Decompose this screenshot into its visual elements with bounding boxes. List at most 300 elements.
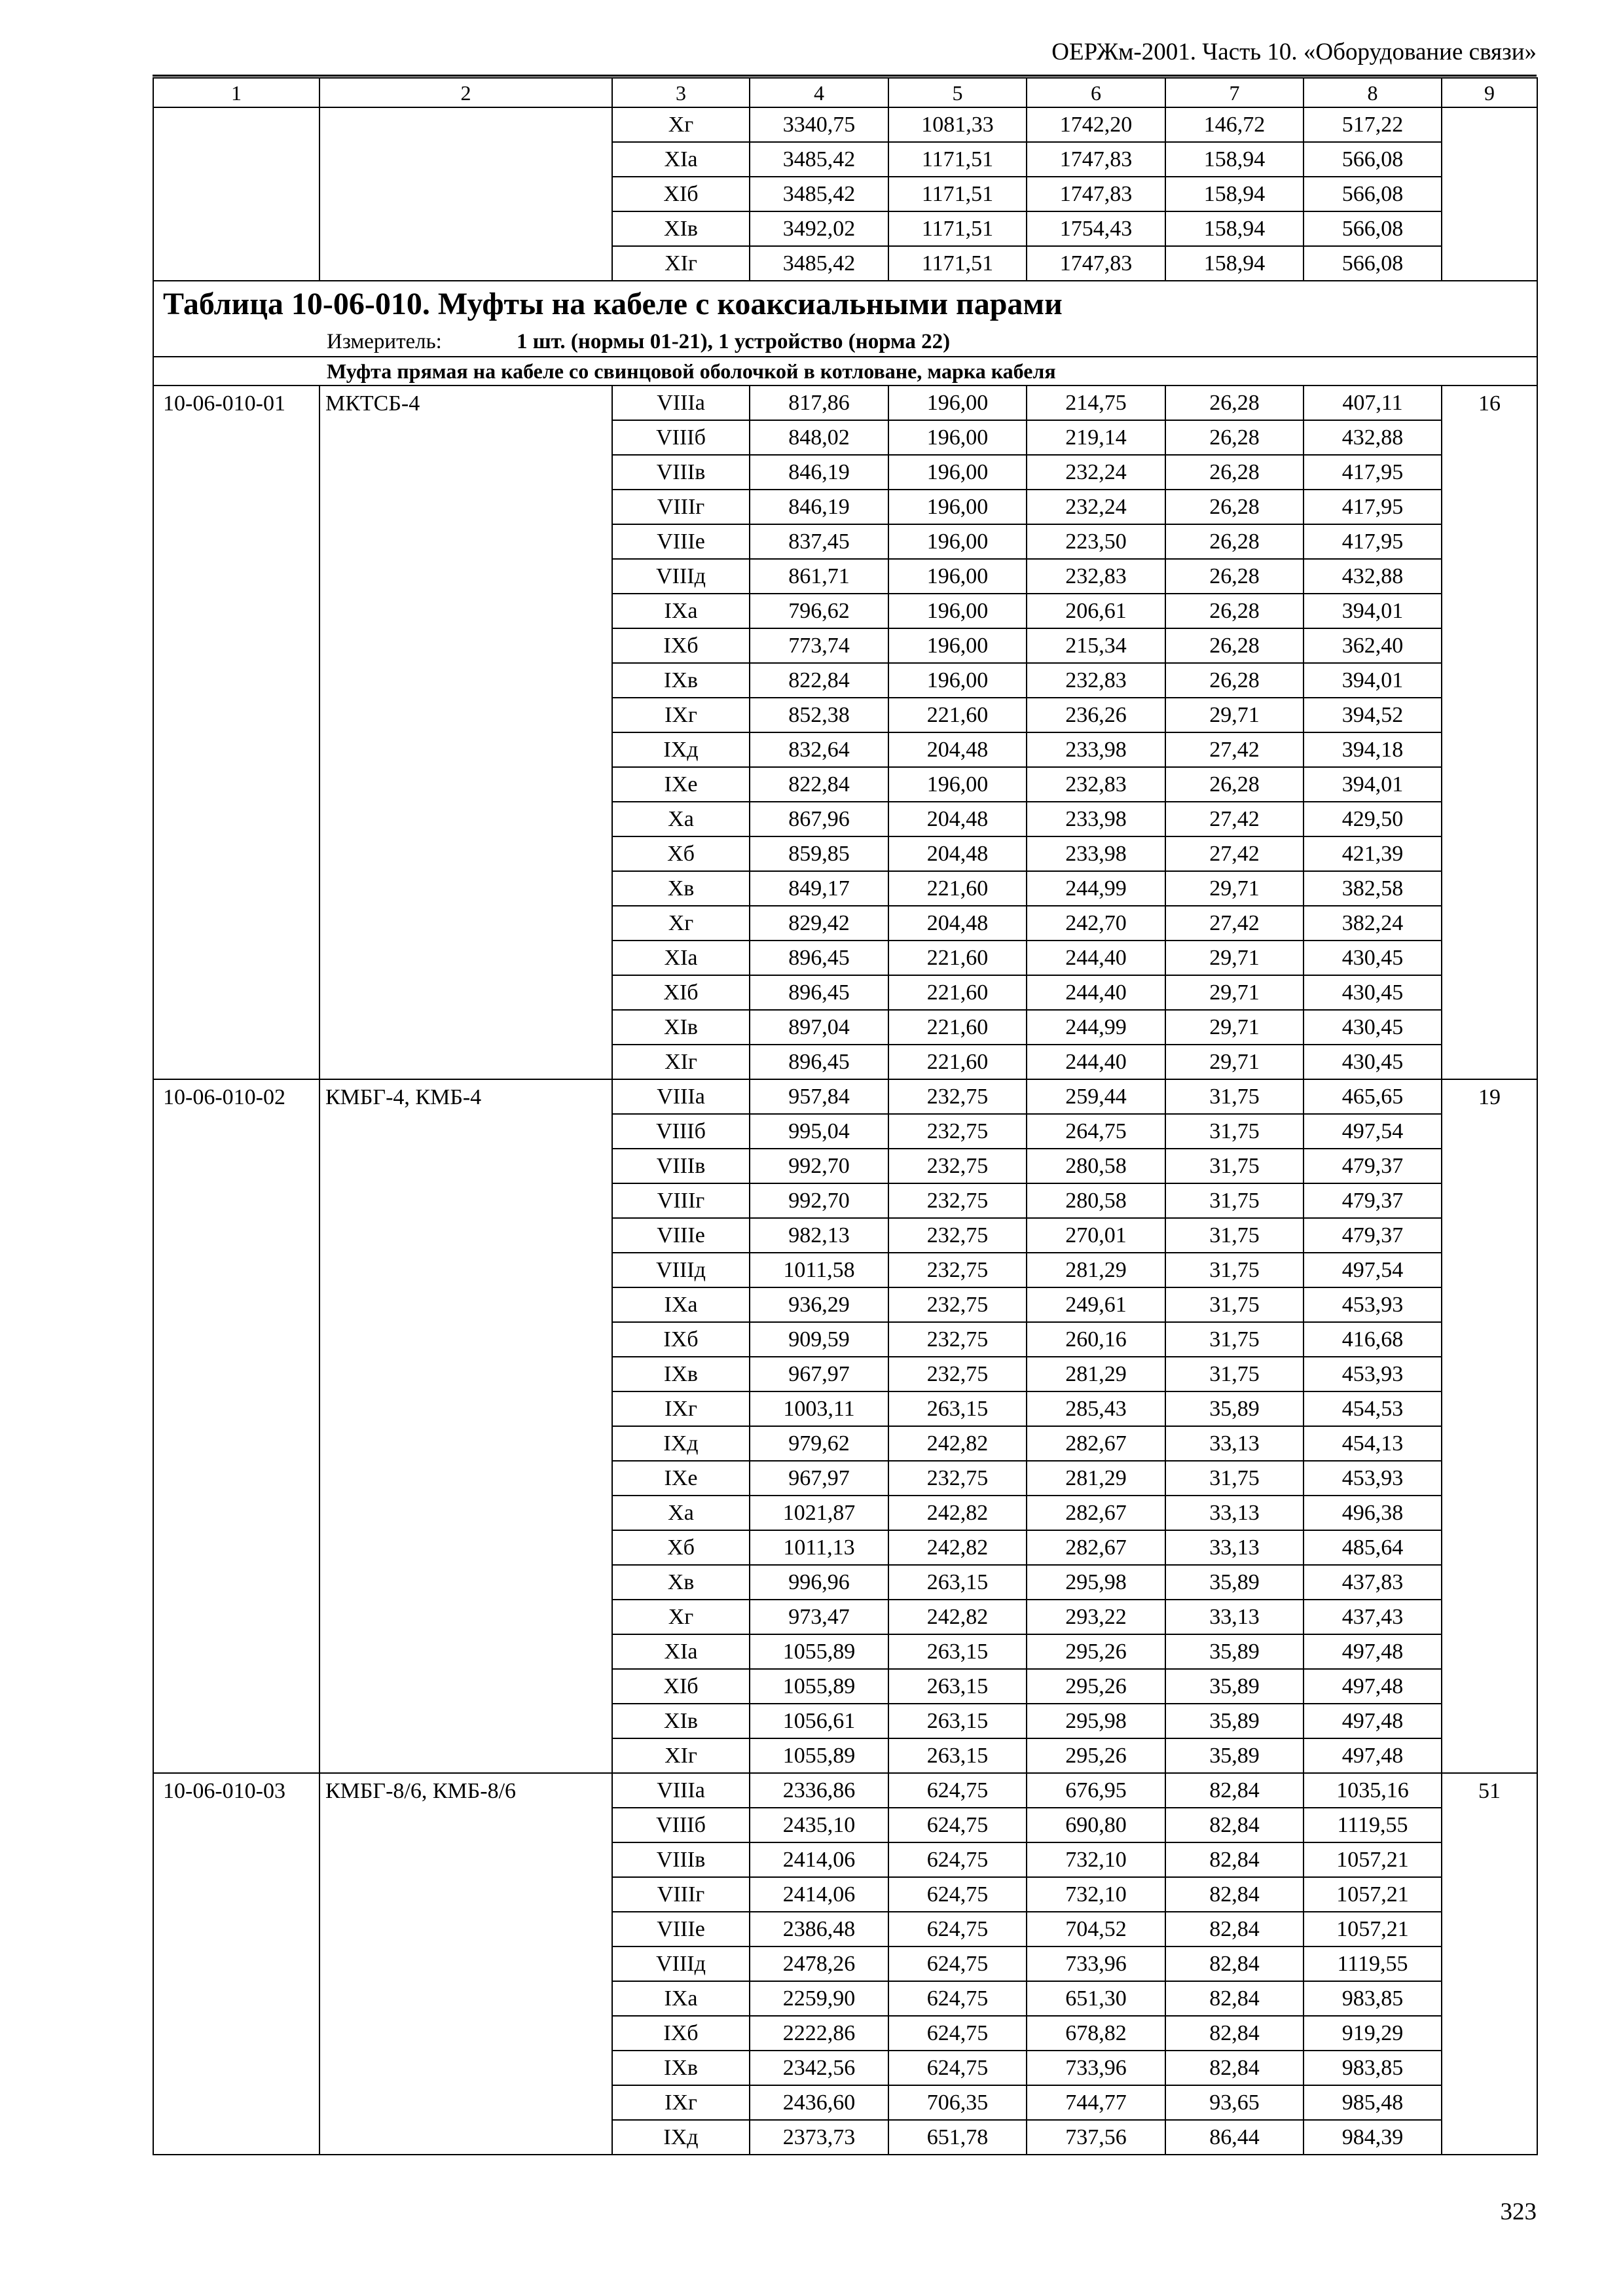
condition-cell: VIIIе bbox=[612, 1912, 750, 1946]
condition-cell: VIIIг bbox=[612, 1877, 750, 1912]
machines-cell: 295,98 bbox=[1027, 1704, 1165, 1738]
machines-cell: 295,26 bbox=[1027, 1634, 1165, 1669]
resource-cell: 19 bbox=[1442, 1079, 1537, 1773]
materials-cell: 1119,55 bbox=[1304, 1946, 1442, 1981]
machinist-wages-cell: 29,71 bbox=[1165, 1010, 1304, 1045]
total-cell: 846,19 bbox=[750, 455, 888, 490]
total-cell: 829,42 bbox=[750, 906, 888, 941]
machinist-wages-cell: 158,94 bbox=[1165, 211, 1304, 246]
rates-table bbox=[153, 77, 1538, 2155]
machines-cell: 733,96 bbox=[1027, 2051, 1165, 2085]
materials-cell: 479,37 bbox=[1304, 1149, 1442, 1183]
materials-cell: 983,85 bbox=[1304, 2051, 1442, 2085]
machines-cell: 232,83 bbox=[1027, 559, 1165, 594]
total-cell: 837,45 bbox=[750, 524, 888, 559]
column-number-row bbox=[153, 78, 1537, 107]
machines-cell: 281,29 bbox=[1027, 1357, 1165, 1391]
machines-cell: 704,52 bbox=[1027, 1912, 1165, 1946]
total-cell: 822,84 bbox=[750, 663, 888, 698]
materials-cell: 430,45 bbox=[1304, 1010, 1442, 1045]
column-number: 6 bbox=[1027, 78, 1165, 107]
wages-cell: 232,75 bbox=[888, 1461, 1027, 1496]
wages-cell: 624,75 bbox=[888, 1808, 1027, 1842]
condition-cell: XIв bbox=[612, 1010, 750, 1045]
wages-cell: 196,00 bbox=[888, 663, 1027, 698]
total-cell: 3485,42 bbox=[750, 142, 888, 177]
machines-cell: 219,14 bbox=[1027, 420, 1165, 455]
wages-cell: 624,75 bbox=[888, 2016, 1027, 2051]
condition-cell: VIIIд bbox=[612, 1253, 750, 1287]
machines-cell: 295,26 bbox=[1027, 1738, 1165, 1773]
column-number: 5 bbox=[888, 78, 1027, 107]
materials-cell: 394,52 bbox=[1304, 698, 1442, 732]
total-cell: 992,70 bbox=[750, 1149, 888, 1183]
machinist-wages-cell: 27,42 bbox=[1165, 802, 1304, 836]
condition-cell: XIа bbox=[612, 142, 750, 177]
machines-cell: 1747,83 bbox=[1027, 142, 1165, 177]
wages-cell: 221,60 bbox=[888, 698, 1027, 732]
total-cell: 992,70 bbox=[750, 1183, 888, 1218]
total-cell: 861,71 bbox=[750, 559, 888, 594]
wages-cell: 242,82 bbox=[888, 1426, 1027, 1461]
wages-cell: 196,00 bbox=[888, 490, 1027, 524]
machinist-wages-cell: 86,44 bbox=[1165, 2120, 1304, 2155]
condition-cell: IXд bbox=[612, 732, 750, 767]
materials-cell: 453,93 bbox=[1304, 1287, 1442, 1322]
condition-cell: VIIIв bbox=[612, 1149, 750, 1183]
wages-cell: 1171,51 bbox=[888, 246, 1027, 281]
total-cell: 967,97 bbox=[750, 1461, 888, 1496]
materials-cell: 437,43 bbox=[1304, 1600, 1442, 1634]
wages-cell: 196,00 bbox=[888, 594, 1027, 628]
wages-cell: 204,48 bbox=[888, 732, 1027, 767]
machines-cell: 282,67 bbox=[1027, 1426, 1165, 1461]
total-cell: 2373,73 bbox=[750, 2120, 888, 2155]
materials-cell: 394,01 bbox=[1304, 767, 1442, 802]
wages-cell: 196,00 bbox=[888, 628, 1027, 663]
condition-cell: Xв bbox=[612, 1565, 750, 1600]
wages-cell: 263,15 bbox=[888, 1738, 1027, 1773]
total-cell: 896,45 bbox=[750, 1045, 888, 1079]
table-row bbox=[153, 1079, 1537, 1114]
materials-cell: 432,88 bbox=[1304, 420, 1442, 455]
subheading-row bbox=[153, 357, 1537, 386]
machinist-wages-cell: 31,75 bbox=[1165, 1253, 1304, 1287]
wages-cell: 196,00 bbox=[888, 420, 1027, 455]
machines-cell: 732,10 bbox=[1027, 1842, 1165, 1877]
machinist-wages-cell: 33,13 bbox=[1165, 1426, 1304, 1461]
materials-cell: 497,48 bbox=[1304, 1704, 1442, 1738]
materials-cell: 394,18 bbox=[1304, 732, 1442, 767]
total-cell: 3485,42 bbox=[750, 177, 888, 211]
wages-cell: 221,60 bbox=[888, 975, 1027, 1010]
wages-cell: 204,48 bbox=[888, 802, 1027, 836]
machines-cell: 281,29 bbox=[1027, 1253, 1165, 1287]
machinist-wages-cell: 158,94 bbox=[1165, 142, 1304, 177]
total-cell: 817,86 bbox=[750, 386, 888, 420]
machines-cell: 651,30 bbox=[1027, 1981, 1165, 2016]
machines-cell: 733,96 bbox=[1027, 1946, 1165, 1981]
materials-cell: 437,83 bbox=[1304, 1565, 1442, 1600]
materials-cell: 417,95 bbox=[1304, 455, 1442, 490]
total-cell: 897,04 bbox=[750, 1010, 888, 1045]
materials-cell: 485,64 bbox=[1304, 1530, 1442, 1565]
machinist-wages-cell: 158,94 bbox=[1165, 177, 1304, 211]
column-number: 9 bbox=[1442, 78, 1537, 107]
wages-cell: 232,75 bbox=[888, 1079, 1027, 1114]
machines-cell: 232,24 bbox=[1027, 490, 1165, 524]
meter-label: Измеритель: bbox=[327, 329, 442, 353]
wages-cell: 196,00 bbox=[888, 455, 1027, 490]
machines-cell: 285,43 bbox=[1027, 1391, 1165, 1426]
wages-cell: 651,78 bbox=[888, 2120, 1027, 2155]
materials-cell: 1035,16 bbox=[1304, 1773, 1442, 1808]
machinist-wages-cell: 26,28 bbox=[1165, 559, 1304, 594]
total-cell: 967,97 bbox=[750, 1357, 888, 1391]
machinist-wages-cell: 31,75 bbox=[1165, 1322, 1304, 1357]
machinist-wages-cell: 35,89 bbox=[1165, 1738, 1304, 1773]
condition-cell: XIв bbox=[612, 1704, 750, 1738]
total-cell: 2435,10 bbox=[750, 1808, 888, 1842]
total-cell: 2436,60 bbox=[750, 2085, 888, 2120]
condition-cell: IXб bbox=[612, 1322, 750, 1357]
total-cell: 995,04 bbox=[750, 1114, 888, 1149]
materials-cell: 566,08 bbox=[1304, 177, 1442, 211]
materials-cell: 394,01 bbox=[1304, 594, 1442, 628]
condition-cell: XIг bbox=[612, 246, 750, 281]
norm-code: 10-06-010-03 bbox=[153, 1773, 319, 2155]
wages-cell: 221,60 bbox=[888, 1010, 1027, 1045]
condition-cell: Xв bbox=[612, 871, 750, 906]
materials-cell: 454,53 bbox=[1304, 1391, 1442, 1426]
wages-cell: 196,00 bbox=[888, 524, 1027, 559]
machines-cell: 232,83 bbox=[1027, 767, 1165, 802]
materials-cell: 566,08 bbox=[1304, 142, 1442, 177]
total-cell: 2478,26 bbox=[750, 1946, 888, 1981]
materials-cell: 417,95 bbox=[1304, 490, 1442, 524]
condition-cell: IXв bbox=[612, 1357, 750, 1391]
total-cell: 2336,86 bbox=[750, 1773, 888, 1808]
total-cell: 1021,87 bbox=[750, 1496, 888, 1530]
materials-cell: 394,01 bbox=[1304, 663, 1442, 698]
machinist-wages-cell: 29,71 bbox=[1165, 871, 1304, 906]
machines-cell: 737,56 bbox=[1027, 2120, 1165, 2155]
total-cell: 2386,48 bbox=[750, 1912, 888, 1946]
materials-cell: 985,48 bbox=[1304, 2085, 1442, 2120]
machines-cell: 1747,83 bbox=[1027, 246, 1165, 281]
condition-cell: IXб bbox=[612, 2016, 750, 2051]
total-cell: 773,74 bbox=[750, 628, 888, 663]
condition-cell: IXг bbox=[612, 2085, 750, 2120]
condition-cell: XIа bbox=[612, 941, 750, 975]
total-cell: 796,62 bbox=[750, 594, 888, 628]
condition-cell: VIIIа bbox=[612, 1079, 750, 1114]
condition-cell: IXа bbox=[612, 1287, 750, 1322]
total-cell: 896,45 bbox=[750, 941, 888, 975]
condition-cell: XIб bbox=[612, 1669, 750, 1704]
materials-cell: 1057,21 bbox=[1304, 1877, 1442, 1912]
wages-cell: 242,82 bbox=[888, 1530, 1027, 1565]
total-cell: 1055,89 bbox=[750, 1669, 888, 1704]
materials-cell: 453,93 bbox=[1304, 1357, 1442, 1391]
wages-cell: 196,00 bbox=[888, 559, 1027, 594]
machines-cell: 1754,43 bbox=[1027, 211, 1165, 246]
condition-cell: VIIIа bbox=[612, 386, 750, 420]
meter-row bbox=[153, 327, 1537, 357]
wages-cell: 1081,33 bbox=[888, 107, 1027, 142]
materials-cell: 429,50 bbox=[1304, 802, 1442, 836]
machines-cell: 260,16 bbox=[1027, 1322, 1165, 1357]
meter-cell bbox=[153, 327, 1537, 357]
wages-cell: 263,15 bbox=[888, 1565, 1027, 1600]
machinist-wages-cell: 35,89 bbox=[1165, 1704, 1304, 1738]
machines-cell: 215,34 bbox=[1027, 628, 1165, 663]
materials-cell: 1119,55 bbox=[1304, 1808, 1442, 1842]
total-cell: 1056,61 bbox=[750, 1704, 888, 1738]
materials-cell: 465,65 bbox=[1304, 1079, 1442, 1114]
machines-cell: 244,40 bbox=[1027, 941, 1165, 975]
condition-cell: IXе bbox=[612, 767, 750, 802]
machinist-wages-cell: 29,71 bbox=[1165, 975, 1304, 1010]
machinist-wages-cell: 33,13 bbox=[1165, 1530, 1304, 1565]
machines-cell: 293,22 bbox=[1027, 1600, 1165, 1634]
wages-cell: 221,60 bbox=[888, 1045, 1027, 1079]
machines-cell: 236,26 bbox=[1027, 698, 1165, 732]
materials-cell: 1057,21 bbox=[1304, 1912, 1442, 1946]
materials-cell: 517,22 bbox=[1304, 107, 1442, 142]
machinist-wages-cell: 82,84 bbox=[1165, 1981, 1304, 2016]
column-number: 2 bbox=[319, 78, 612, 107]
wages-cell: 263,15 bbox=[888, 1634, 1027, 1669]
machines-cell: 282,67 bbox=[1027, 1530, 1165, 1565]
condition-cell: XIв bbox=[612, 211, 750, 246]
wages-cell: 232,75 bbox=[888, 1114, 1027, 1149]
machinist-wages-cell: 26,28 bbox=[1165, 524, 1304, 559]
condition-cell: Xг bbox=[612, 1600, 750, 1634]
condition-cell: VIIIб bbox=[612, 1114, 750, 1149]
wages-cell: 242,82 bbox=[888, 1600, 1027, 1634]
wages-cell: 263,15 bbox=[888, 1704, 1027, 1738]
total-cell: 936,29 bbox=[750, 1287, 888, 1322]
machinist-wages-cell: 29,71 bbox=[1165, 941, 1304, 975]
machinist-wages-cell: 31,75 bbox=[1165, 1218, 1304, 1253]
condition-cell: IXе bbox=[612, 1461, 750, 1496]
machinist-wages-cell: 82,84 bbox=[1165, 1877, 1304, 1912]
page-header bbox=[153, 34, 1537, 77]
total-cell: 979,62 bbox=[750, 1426, 888, 1461]
table-title-row bbox=[153, 281, 1537, 327]
machines-cell: 690,80 bbox=[1027, 1808, 1165, 1842]
machines-cell: 244,99 bbox=[1027, 1010, 1165, 1045]
materials-cell: 479,37 bbox=[1304, 1183, 1442, 1218]
cable-brand: МКТСБ-4 bbox=[319, 386, 612, 1079]
total-cell: 1011,13 bbox=[750, 1530, 888, 1565]
condition-cell: VIIIд bbox=[612, 1946, 750, 1981]
materials-cell: 430,45 bbox=[1304, 975, 1442, 1010]
wages-cell: 232,75 bbox=[888, 1322, 1027, 1357]
total-cell: 849,17 bbox=[750, 871, 888, 906]
machines-cell: 744,77 bbox=[1027, 2085, 1165, 2120]
resource-cell bbox=[1442, 107, 1537, 281]
materials-cell: 919,29 bbox=[1304, 2016, 1442, 2051]
condition-cell: VIIIг bbox=[612, 1183, 750, 1218]
machines-cell: 232,24 bbox=[1027, 455, 1165, 490]
wages-cell: 624,75 bbox=[888, 1877, 1027, 1912]
condition-cell: Xб bbox=[612, 836, 750, 871]
machinist-wages-cell: 33,13 bbox=[1165, 1496, 1304, 1530]
wages-cell: 624,75 bbox=[888, 1773, 1027, 1808]
materials-cell: 362,40 bbox=[1304, 628, 1442, 663]
machines-cell: 270,01 bbox=[1027, 1218, 1165, 1253]
condition-cell: Xб bbox=[612, 1530, 750, 1565]
machines-cell: 280,58 bbox=[1027, 1149, 1165, 1183]
machinist-wages-cell: 26,28 bbox=[1165, 420, 1304, 455]
wages-cell: 624,75 bbox=[888, 1946, 1027, 1981]
condition-cell: Xг bbox=[612, 906, 750, 941]
norm-code: 10-06-010-01 bbox=[153, 386, 319, 1079]
materials-cell: 416,68 bbox=[1304, 1322, 1442, 1357]
condition-cell: Xа bbox=[612, 1496, 750, 1530]
materials-cell: 566,08 bbox=[1304, 211, 1442, 246]
materials-cell: 432,88 bbox=[1304, 559, 1442, 594]
materials-cell: 1057,21 bbox=[1304, 1842, 1442, 1877]
total-cell: 3340,75 bbox=[750, 107, 888, 142]
column-number: 3 bbox=[612, 78, 750, 107]
condition-cell: XIб bbox=[612, 975, 750, 1010]
machines-cell: 282,67 bbox=[1027, 1496, 1165, 1530]
condition-cell: VIIIб bbox=[612, 1808, 750, 1842]
machinist-wages-cell: 31,75 bbox=[1165, 1183, 1304, 1218]
norm-code: 10-06-010-02 bbox=[153, 1079, 319, 1773]
column-number: 8 bbox=[1304, 78, 1442, 107]
total-cell: 859,85 bbox=[750, 836, 888, 871]
total-cell: 848,02 bbox=[750, 420, 888, 455]
header-title: ОЕРЖм-2001. Часть 10. «Оборудование связи» bbox=[1051, 39, 1537, 65]
machines-cell: 732,10 bbox=[1027, 1877, 1165, 1912]
materials-cell: 497,48 bbox=[1304, 1669, 1442, 1704]
materials-cell: 382,58 bbox=[1304, 871, 1442, 906]
condition-cell: IXд bbox=[612, 1426, 750, 1461]
machinist-wages-cell: 82,84 bbox=[1165, 1946, 1304, 1981]
materials-cell: 497,54 bbox=[1304, 1253, 1442, 1287]
machines-cell: 259,44 bbox=[1027, 1079, 1165, 1114]
machines-cell: 249,61 bbox=[1027, 1287, 1165, 1322]
materials-cell: 407,11 bbox=[1304, 386, 1442, 420]
machinist-wages-cell: 26,28 bbox=[1165, 386, 1304, 420]
wages-cell: 232,75 bbox=[888, 1149, 1027, 1183]
machines-cell: 280,58 bbox=[1027, 1183, 1165, 1218]
condition-cell: VIIIд bbox=[612, 559, 750, 594]
machinist-wages-cell: 35,89 bbox=[1165, 1565, 1304, 1600]
machinist-wages-cell: 31,75 bbox=[1165, 1461, 1304, 1496]
machinist-wages-cell: 29,71 bbox=[1165, 698, 1304, 732]
machines-cell: 678,82 bbox=[1027, 2016, 1165, 2051]
condition-cell: IXа bbox=[612, 594, 750, 628]
wages-cell: 1171,51 bbox=[888, 211, 1027, 246]
machinist-wages-cell: 82,84 bbox=[1165, 1773, 1304, 1808]
machinist-wages-cell: 35,89 bbox=[1165, 1634, 1304, 1669]
machinist-wages-cell: 82,84 bbox=[1165, 1912, 1304, 1946]
condition-cell: VIIIа bbox=[612, 1773, 750, 1808]
condition-cell: VIIIв bbox=[612, 455, 750, 490]
materials-cell: 417,95 bbox=[1304, 524, 1442, 559]
materials-cell: 566,08 bbox=[1304, 246, 1442, 281]
condition-cell: IXб bbox=[612, 628, 750, 663]
machines-cell: 295,98 bbox=[1027, 1565, 1165, 1600]
machinist-wages-cell: 29,71 bbox=[1165, 1045, 1304, 1079]
machines-cell: 1742,20 bbox=[1027, 107, 1165, 142]
machinist-wages-cell: 26,28 bbox=[1165, 455, 1304, 490]
total-cell: 2342,56 bbox=[750, 2051, 888, 2085]
machines-cell: 223,50 bbox=[1027, 524, 1165, 559]
wages-cell: 263,15 bbox=[888, 1391, 1027, 1426]
wages-cell: 263,15 bbox=[888, 1669, 1027, 1704]
machinist-wages-cell: 27,42 bbox=[1165, 836, 1304, 871]
total-cell: 1055,89 bbox=[750, 1634, 888, 1669]
machinist-wages-cell: 31,75 bbox=[1165, 1114, 1304, 1149]
wages-cell: 624,75 bbox=[888, 1912, 1027, 1946]
condition-cell: IXг bbox=[612, 1391, 750, 1426]
column-number: 1 bbox=[153, 78, 319, 107]
wages-cell: 196,00 bbox=[888, 767, 1027, 802]
machinist-wages-cell: 31,75 bbox=[1165, 1287, 1304, 1322]
total-cell: 996,96 bbox=[750, 1565, 888, 1600]
total-cell: 1011,58 bbox=[750, 1253, 888, 1287]
machinist-wages-cell: 93,65 bbox=[1165, 2085, 1304, 2120]
section-subheading: Муфта прямая на кабеле со свинцовой оболочкой в котловане, марка кабеля bbox=[153, 357, 1537, 386]
machines-cell: 676,95 bbox=[1027, 1773, 1165, 1808]
materials-cell: 983,85 bbox=[1304, 1981, 1442, 2016]
condition-cell: XIб bbox=[612, 177, 750, 211]
materials-cell: 497,54 bbox=[1304, 1114, 1442, 1149]
machinist-wages-cell: 158,94 bbox=[1165, 246, 1304, 281]
machines-cell: 232,83 bbox=[1027, 663, 1165, 698]
code-cell bbox=[153, 107, 319, 281]
machinist-wages-cell: 82,84 bbox=[1165, 2016, 1304, 2051]
condition-cell: IXд bbox=[612, 2120, 750, 2155]
wages-cell: 204,48 bbox=[888, 836, 1027, 871]
machinist-wages-cell: 35,89 bbox=[1165, 1391, 1304, 1426]
materials-cell: 497,48 bbox=[1304, 1634, 1442, 1669]
machines-cell: 233,98 bbox=[1027, 802, 1165, 836]
materials-cell: 453,93 bbox=[1304, 1461, 1442, 1496]
wages-cell: 232,75 bbox=[888, 1287, 1027, 1322]
machinist-wages-cell: 82,84 bbox=[1165, 1808, 1304, 1842]
machinist-wages-cell: 26,28 bbox=[1165, 628, 1304, 663]
machines-cell: 244,40 bbox=[1027, 1045, 1165, 1079]
total-cell: 3485,42 bbox=[750, 246, 888, 281]
machinist-wages-cell: 31,75 bbox=[1165, 1149, 1304, 1183]
wages-cell: 1171,51 bbox=[888, 142, 1027, 177]
total-cell: 2222,86 bbox=[750, 2016, 888, 2051]
condition-cell: VIIIе bbox=[612, 524, 750, 559]
total-cell: 896,45 bbox=[750, 975, 888, 1010]
total-cell: 2414,06 bbox=[750, 1877, 888, 1912]
wages-cell: 221,60 bbox=[888, 871, 1027, 906]
materials-cell: 497,48 bbox=[1304, 1738, 1442, 1773]
condition-cell: IXв bbox=[612, 663, 750, 698]
table-row bbox=[153, 386, 1537, 420]
machinist-wages-cell: 26,28 bbox=[1165, 594, 1304, 628]
total-cell: 909,59 bbox=[750, 1322, 888, 1357]
materials-cell: 984,39 bbox=[1304, 2120, 1442, 2155]
condition-cell: VIIIг bbox=[612, 490, 750, 524]
total-cell: 832,64 bbox=[750, 732, 888, 767]
condition-cell: IXв bbox=[612, 2051, 750, 2085]
machines-cell: 214,75 bbox=[1027, 386, 1165, 420]
machines-cell: 233,98 bbox=[1027, 732, 1165, 767]
wages-cell: 624,75 bbox=[888, 2051, 1027, 2085]
